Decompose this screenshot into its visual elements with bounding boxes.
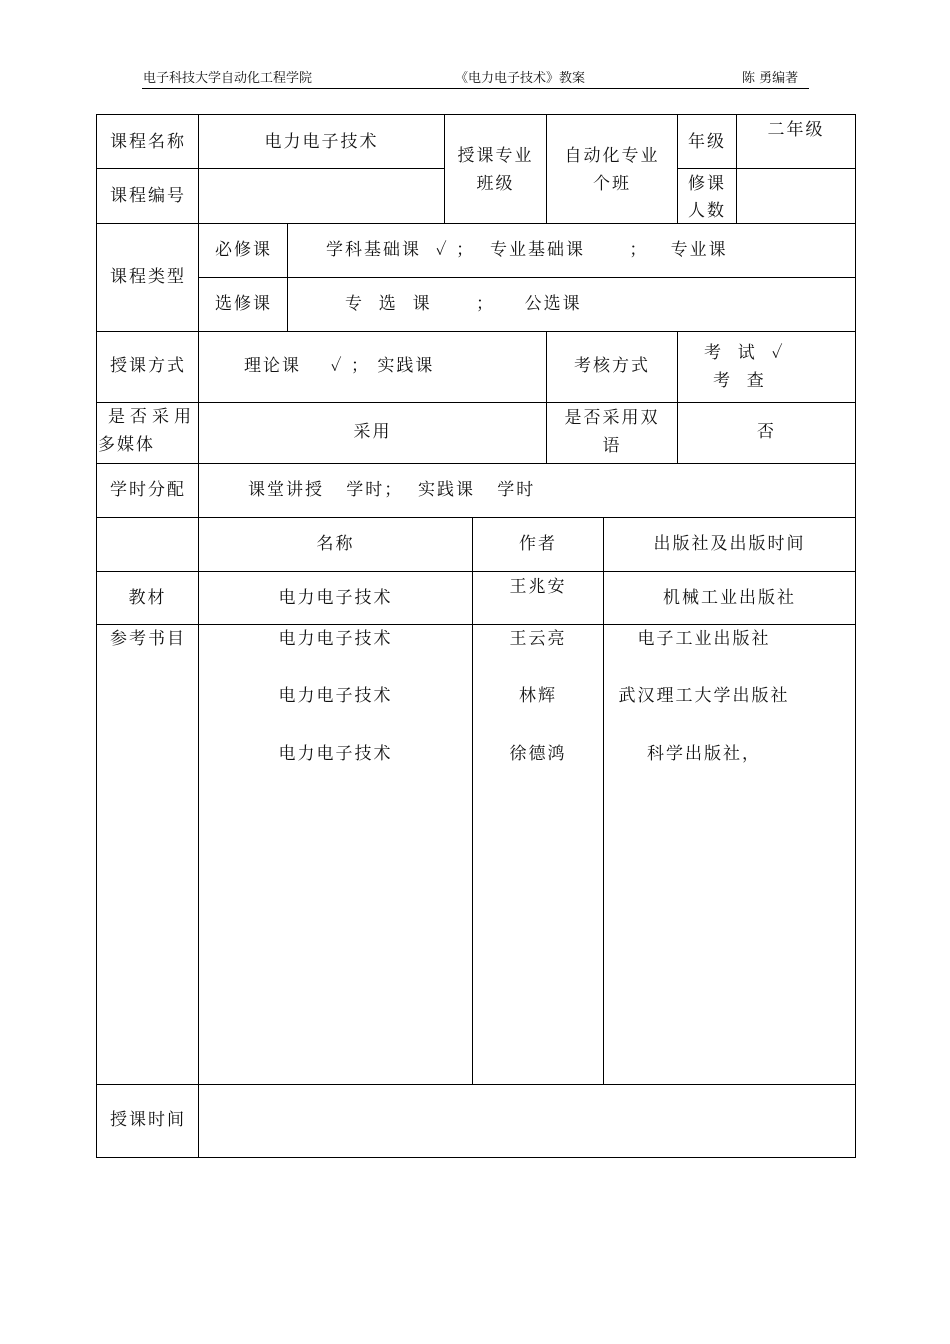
- exam-line-2: 考 查: [713, 371, 766, 391]
- reference-name: 电力电子技术: [278, 629, 393, 649]
- course-name-value: 电力电子技术: [264, 132, 379, 152]
- textbook-publisher: 机械工业出版社: [663, 588, 796, 608]
- grade-label: 年级: [688, 132, 726, 152]
- header-author: 陈 勇编著: [742, 71, 799, 86]
- hours-label: 学时分配: [110, 480, 186, 500]
- bilingual-label-1: 是否采用双: [564, 408, 660, 428]
- reference-publisher: 武汉理工大学出版社: [618, 686, 790, 706]
- reference-publisher: 科学出版社，: [647, 744, 761, 764]
- course-code-label: 课程编号: [110, 186, 186, 206]
- textbook-name: 电力电子技术: [278, 588, 393, 608]
- major-value-2: 个班: [593, 174, 631, 194]
- bilingual-value: 否: [757, 422, 776, 442]
- method-value: 理论课 ✓ ； 实践课: [244, 356, 435, 376]
- reference-name: 电力电子技术: [278, 744, 393, 764]
- bilingual-label-2: 语: [602, 436, 622, 456]
- required-value: 学科基础课 ✓ ； 专业基础课 ； 专业课: [326, 240, 728, 260]
- time-label: 授课时间: [110, 1110, 186, 1130]
- course-name-label: 课程名称: [110, 132, 186, 152]
- header-school: 电子科技大学自动化工程学院: [143, 71, 313, 86]
- col-publisher-header: 出版社及出版时间: [653, 534, 806, 554]
- textbook-label: 教材: [128, 588, 167, 608]
- reference-publisher: 电子工业出版社: [637, 629, 771, 649]
- multimedia-value: 采用: [353, 422, 392, 442]
- count-label-2: 人数: [688, 201, 726, 221]
- exam-line-1: 考 试 ✓: [704, 343, 785, 363]
- reference-author: 徐德鸿: [509, 744, 567, 764]
- col-name-header: 名称: [316, 534, 355, 554]
- reference-author: 林辉: [519, 686, 557, 706]
- reference-name: 电力电子技术: [278, 686, 393, 706]
- method-label: 授课方式: [110, 356, 186, 376]
- multimedia-label-2: 多媒体: [98, 435, 155, 455]
- col-author-header: 作者: [519, 534, 557, 554]
- hours-value: 课堂讲授 学时； 实践课 学时: [248, 480, 536, 500]
- elective-value: 专 选 课 ； 公选课: [345, 294, 582, 314]
- grade-value: 二年级: [767, 120, 825, 140]
- reference-label: 参考书目: [110, 629, 186, 649]
- header-book-title: 《电力电子技术》教案: [455, 71, 586, 86]
- reference-author: 王云亮: [509, 629, 567, 649]
- multimedia-label-1: 是否采用: [108, 407, 196, 427]
- elective-label: 选修课: [215, 294, 272, 314]
- major-label-1: 授课专业: [457, 146, 534, 166]
- required-label: 必修课: [215, 240, 272, 260]
- exam-label: 考核方式: [574, 356, 650, 376]
- count-label-1: 修课: [688, 174, 726, 194]
- major-label-2: 班级: [476, 174, 515, 194]
- course-type-label: 课程类型: [110, 267, 186, 287]
- major-value-1: 自动化专业: [564, 146, 660, 166]
- header-rule: [142, 88, 809, 89]
- textbook-author: 王兆安: [509, 577, 567, 597]
